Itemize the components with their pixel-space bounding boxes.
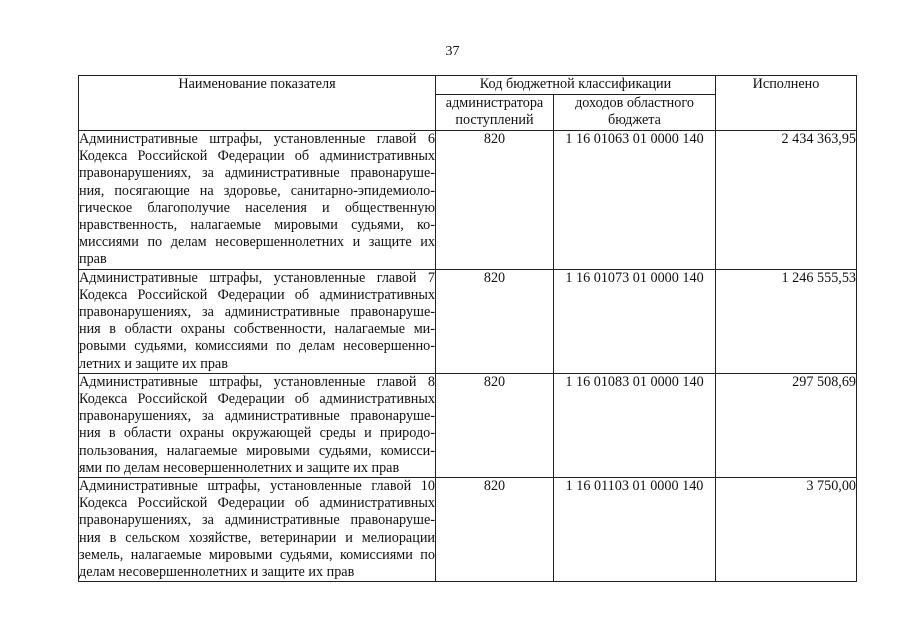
- indicator-name-line: Кодекса Российской Федерации об административных: [79, 286, 435, 303]
- executed-amount-cell: 3 750,00: [716, 478, 857, 582]
- header-revenue-line1: доходов областного: [575, 95, 694, 111]
- indicator-name-line: прав: [79, 251, 107, 268]
- administrator-code-cell: 820: [436, 373, 554, 477]
- header-indicator: Наименование показателя: [79, 76, 436, 131]
- table-body: [79, 131, 857, 582]
- revenue-code-cell: 1 16 01073 01 0000 140: [554, 269, 716, 373]
- page-number: 37: [445, 44, 460, 59]
- indicator-name-line: пользования, налагаемые мировыми судьями, комисси-: [79, 442, 435, 459]
- executed-amount-cell: 297 508,69: [716, 373, 857, 477]
- revenue-code-cell: 1 16 01063 01 0000 140: [554, 131, 716, 270]
- indicator-name-line: гическое благополучие населения и общественную: [79, 199, 435, 216]
- indicator-name-line: летних и защите их прав: [79, 355, 228, 372]
- administrator-code-cell: 820: [436, 478, 554, 582]
- indicator-name-line: правонарушениях, за административные правонаруше-: [79, 165, 435, 182]
- table-row: [79, 131, 857, 270]
- administrator-code-cell: 820: [436, 131, 554, 270]
- indicator-name-line: Кодекса Российской Федерации об административных: [79, 495, 435, 512]
- table-row: [79, 269, 857, 373]
- administrator-code-cell: 820: [436, 269, 554, 373]
- indicator-name-cell: [79, 131, 436, 270]
- indicator-name-cell: [79, 478, 436, 582]
- header-administrator-line2: поступлений: [455, 112, 534, 129]
- budget-table: [78, 75, 857, 582]
- indicator-name-line: Административные штрафы, установленные главой 10: [79, 478, 435, 495]
- indicator-name-line: нравственность, налагаемые мировыми судьями, ко-: [79, 217, 435, 234]
- table-row: [79, 373, 857, 477]
- indicator-name-cell: [79, 269, 436, 373]
- header-row-top: [79, 76, 857, 95]
- indicator-name-line: правонарушениях, за административные правонаруше-: [79, 512, 435, 529]
- header-administrator-line1: администратора: [445, 95, 544, 111]
- revenue-code-cell: 1 16 01103 01 0000 140: [554, 478, 716, 582]
- indicator-name-line: ровыми судьями, комиссиями по делам несовершенно-: [79, 338, 435, 355]
- indicator-name-line: Административные штрафы, установленные главой 7: [79, 269, 435, 286]
- indicator-name-line: Административные штрафы, установленные главой 8: [79, 373, 435, 390]
- indicator-name-line: миссиями по делам несовершеннолетних и защите их: [79, 234, 435, 251]
- executed-amount-cell: 2 434 363,95: [716, 131, 857, 270]
- header-budget-code: Код бюджетной классификации: [436, 76, 716, 95]
- header-administrator: [436, 95, 554, 131]
- indicator-name-line: Административные штрафы, установленные главой 6: [79, 131, 435, 147]
- indicator-name-line: ния в области охраны собственности, налагаемые ми-: [79, 321, 435, 338]
- indicator-name-line: правонарушениях, за административные правонаруше-: [79, 408, 435, 425]
- indicator-name-cell: [79, 373, 436, 477]
- indicator-name-line: Кодекса Российской Федерации об административных: [79, 391, 435, 408]
- executed-amount-cell: 1 246 555,53: [716, 269, 857, 373]
- indicator-name-line: ния в сельском хозяйстве, ветеринарии и мелиорации: [79, 529, 435, 546]
- header-revenue-line2: бюджета: [608, 112, 661, 129]
- indicator-name-line: Кодекса Российской Федерации об административных: [79, 148, 435, 165]
- indicator-name-line: правонарушениях, за административные правонаруше-: [79, 304, 435, 321]
- table-row: [79, 478, 857, 582]
- revenue-code-cell: 1 16 01083 01 0000 140: [554, 373, 716, 477]
- header-executed: Исполнено: [716, 76, 857, 131]
- indicator-name-line: ния, посягающие на здоровье, санитарно-эпидемиоло-: [79, 182, 435, 199]
- indicator-name-line: ями по делам несовершеннолетних и защите их прав: [79, 459, 400, 476]
- indicator-name-line: земель, налагаемые мировыми судьями, комиссиями по: [79, 546, 435, 563]
- indicator-name-line: ния в области охраны окружающей среды и природо-: [79, 425, 435, 442]
- header-revenue: [554, 95, 716, 131]
- indicator-name-line: делам несовершеннолетних и защите их прав: [79, 564, 355, 581]
